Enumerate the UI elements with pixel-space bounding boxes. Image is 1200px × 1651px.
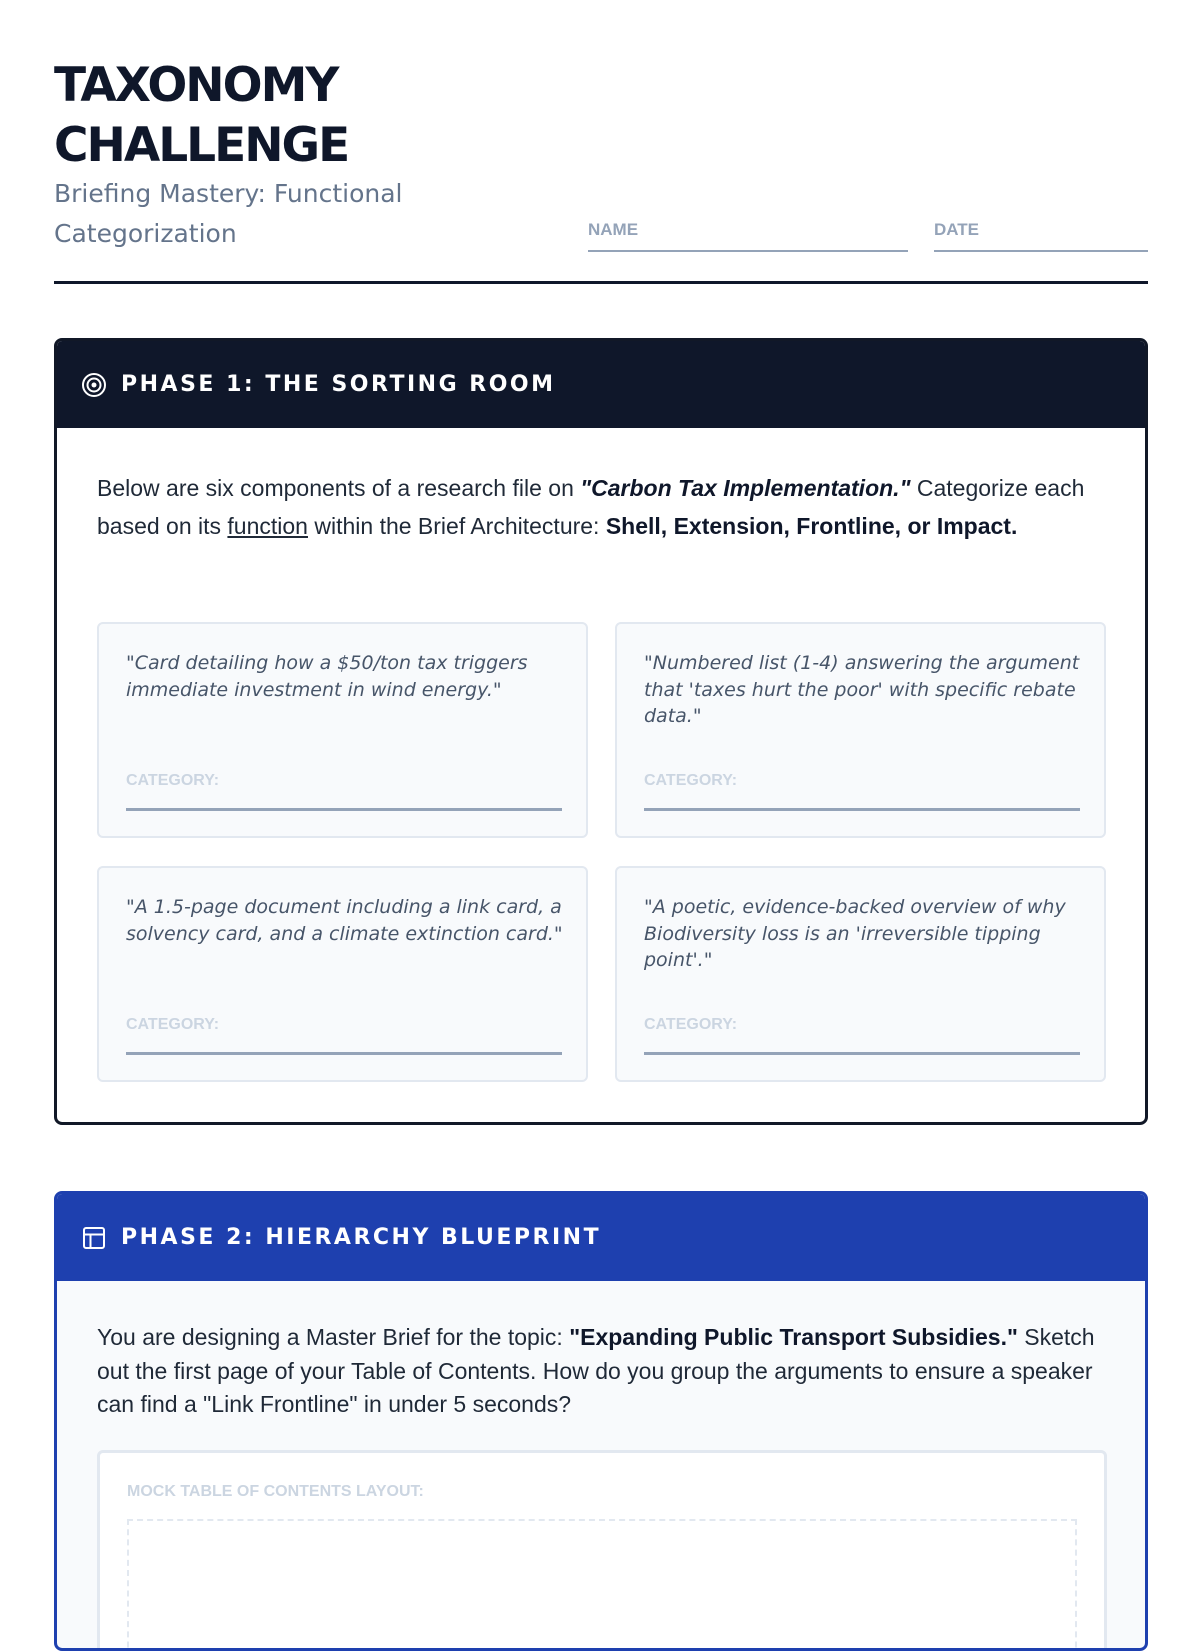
phase-2-intro-text-1: You are designing a Master Brief for the topic: — [97, 1324, 570, 1350]
phase-1-intro-text-2: Categorize each based on its — [97, 475, 1085, 539]
component-card — [97, 866, 588, 1082]
card-quote: "A 1.5-page document including a link card, a solvency card, and a climate extinction card." — [126, 896, 563, 945]
phase-2-topic: "Expanding Public Transport Subsidies." — [569, 1324, 1018, 1350]
phase-2-section — [54, 1191, 1148, 1651]
phase-1-instructions — [97, 469, 1107, 545]
date-field[interactable] — [934, 220, 1148, 252]
card-quote: "A poetic, evidence-backed overview of why Biodiversity loss is an 'irreversible tipping point'." — [644, 896, 1066, 971]
mock-toc-sketch-area[interactable] — [127, 1519, 1077, 1651]
phase-1-categories: Shell, Extension, Frontline, or Impact. — [605, 513, 1018, 539]
category-label: CATEGORY: — [644, 772, 738, 789]
phase-2-instructions — [97, 1321, 1107, 1422]
category-answer-line[interactable] — [126, 808, 562, 811]
phase-2-title: PHASE 2: HIERARCHY BLUEPRINT — [121, 1225, 602, 1250]
page-subtitle: Briefing Mastery: Functional Categorization — [54, 179, 403, 248]
phase-1-intro-text-3: within the Brief Architecture: — [307, 513, 606, 539]
title-line-1: TAXONOMY — [54, 58, 338, 113]
phase-1-topic: "Carbon Tax Implementation." — [580, 475, 911, 501]
component-card — [97, 622, 588, 838]
category-label: CATEGORY: — [126, 1016, 220, 1033]
category-answer-line[interactable] — [644, 808, 1080, 811]
name-label: NAME — [588, 220, 639, 239]
mock-toc-box — [97, 1450, 1107, 1651]
date-label: DATE — [934, 220, 980, 239]
phase-2-intro-text-2: Sketch out the first page of your Table of Contents. How do you group the arguments to ensure a speaker can find a "Link Frontline" in under 5 seconds? — [97, 1324, 1095, 1417]
category-label: CATEGORY: — [644, 1016, 738, 1033]
phase-1-intro-text-1: Below are six components of a research file on — [97, 475, 581, 501]
worksheet-header — [54, 52, 1148, 284]
phase-1-header — [57, 341, 1145, 428]
category-answer-line[interactable] — [126, 1052, 562, 1055]
target-icon — [81, 372, 107, 398]
title-line-2: CHALLENGE — [54, 118, 349, 173]
mock-toc-label: MOCK TABLE OF CONTENTS LAYOUT: — [127, 1483, 424, 1500]
component-card — [615, 622, 1106, 838]
component-card — [615, 866, 1106, 1082]
category-label: CATEGORY: — [126, 772, 220, 789]
phase-1-section — [54, 338, 1148, 1125]
phase-1-keyword: function — [227, 513, 308, 539]
phase-2-header — [57, 1194, 1145, 1281]
card-quote: "Numbered list (1-4) answering the argument that 'taxes hurt the poor' with specific rebate data." — [644, 652, 1080, 727]
layout-icon — [81, 1225, 107, 1251]
category-answer-line[interactable] — [644, 1052, 1080, 1055]
card-quote: "Card detailing how a $50/ton tax triggers immediate investment in wind energy." — [126, 652, 528, 701]
name-field[interactable] — [588, 220, 908, 252]
page-title — [54, 56, 348, 176]
phase-1-title: PHASE 1: THE SORTING ROOM — [121, 372, 556, 397]
